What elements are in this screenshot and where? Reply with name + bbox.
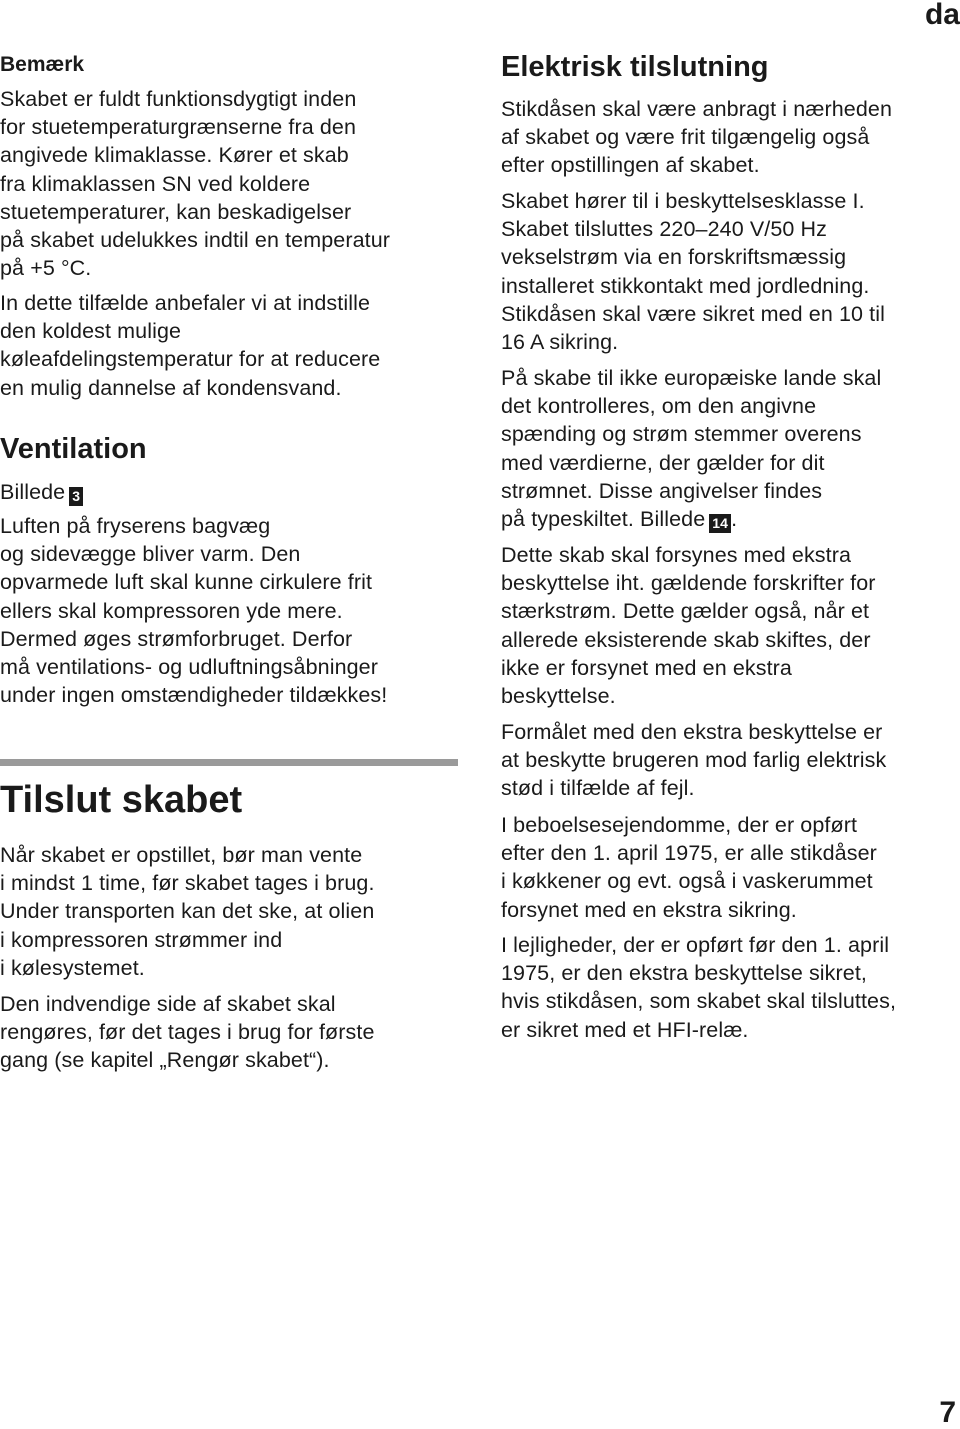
text-line: Dermed øges strømforbruget. Derfor <box>0 626 353 651</box>
text-line: stærkstrøm. Dette gælder også, når et <box>501 599 870 624</box>
text-line: på skabet udelukkes indtil en temperatur <box>0 228 391 253</box>
text-line: ellers skal kompressoren yde mere. <box>0 598 343 623</box>
page-number: 7 <box>939 1396 956 1429</box>
text-line: 1975, er den ekstra beskyttelse sikret, <box>501 961 867 986</box>
ventilation-figure-ref <box>0 478 83 506</box>
ventilation-heading: Ventilation <box>0 433 147 465</box>
text-line: Den indvendige side af skabet skal <box>0 992 336 1016</box>
elektrisk-paragraph-2 <box>501 187 885 356</box>
text-line: Stikdåsen skal være anbragt i nærheden <box>501 97 893 121</box>
elektrisk-paragraph-3 <box>501 364 881 533</box>
text-line: beskyttelse. <box>501 684 616 709</box>
text-line: det kontrolleres, om den angivne <box>501 394 817 419</box>
text-line: In dette tilfælde anbefaler vi at indstille <box>0 291 371 315</box>
text-line: Under transporten kan det ske, at olien <box>0 899 375 924</box>
text-line: en mulig dannelse af kondensvand. <box>0 375 342 400</box>
text-line: installeret stikkontakt med jordledning. <box>501 273 870 298</box>
text-line <box>501 505 881 533</box>
text-line: på +5 °C. <box>0 256 92 281</box>
text-line: i mindst 1 time, før skabet tages i brug. <box>0 871 375 896</box>
elektrisk-paragraph-1 <box>501 95 892 180</box>
text-line: 16 A sikring. <box>501 330 619 355</box>
elektrisk-paragraph-4 <box>501 541 876 710</box>
text-line: i kølesystemet. <box>0 955 145 980</box>
text-line: efter den 1. april 1975, er alle stikdåser <box>501 841 877 866</box>
elektrisk-paragraph-5 <box>501 718 886 803</box>
text-line: er sikret med et HFI-relæ. <box>501 1017 749 1042</box>
text-line: af skabet og være frit tilgængelig også <box>501 125 870 150</box>
text-line: og sidevægge bliver varm. Den <box>0 542 301 567</box>
text-line: Stikdåsen skal være sikret med en 10 til <box>501 301 885 326</box>
text-line: opvarmede luft skal kunne cirkulere frit <box>0 570 373 595</box>
text-line: fra klimaklassen SN ved koldere <box>0 171 311 196</box>
figure-number-badge: 14 <box>709 514 731 533</box>
elektrisk-paragraph-6 <box>501 811 877 924</box>
text-line: med værdierne, der gælder for dit <box>501 450 825 475</box>
figure-label: Billede <box>0 480 66 504</box>
tilslut-paragraph-1 <box>0 841 375 982</box>
text-line: hvis stikdåsen, som skabet skal tilsluttes, <box>501 989 897 1014</box>
text-line: forsynet med en ekstra sikring. <box>501 897 797 922</box>
text-line: Skabet hører til i beskyttelsesklasse I. <box>501 189 865 213</box>
text-line: stød i tilfælde af fejl. <box>501 776 695 801</box>
text-line: I beboelsesejendomme, der er opført <box>501 813 858 837</box>
text-line: angivede klimaklasse. Kører et skab <box>0 143 349 168</box>
text-line: gang (se kapitel „Rengør skabet“). <box>0 1048 330 1073</box>
text-line: den koldest mulige <box>0 319 182 344</box>
text-line: beskyttelse iht. gældende forskrifter for <box>501 571 876 596</box>
text-line: ikke er forsynet med en ekstra <box>501 655 792 680</box>
text-line: under ingen omstændigheder tildækkes! <box>0 683 388 708</box>
text-line: stuetemperaturer, kan beskadigelser <box>0 199 352 224</box>
note-heading: Bemærk <box>0 53 85 76</box>
text-line: I lejligheder, der er opført før den 1. april <box>501 933 890 957</box>
text-line: vekselstrøm via en forskriftsmæssig <box>501 245 847 270</box>
text-line: Luften på fryserens bagvæg <box>0 514 271 538</box>
elektrisk-heading: Elektrisk tilslutning <box>501 51 769 83</box>
text-line: Formålet med den ekstra beskyttelse er <box>501 720 883 744</box>
text-line: På skabe til ikke europæiske lande skal <box>501 366 882 390</box>
text-line: Skabet er fuldt funktionsdygtigt inden <box>0 87 357 111</box>
text-line: i køkkener og evt. også i vaskerummet <box>501 869 873 894</box>
period: . <box>731 507 738 532</box>
text-line: må ventilations- og udluftningsåbninger <box>0 655 378 680</box>
elektrisk-paragraph-7 <box>501 931 896 1044</box>
text-line: allerede eksisterende skab skiftes, der <box>501 627 871 652</box>
text-line: i kompressoren strømmer ind <box>0 927 283 952</box>
text-line: Skabet tilsluttes 220–240 V/50 Hz <box>501 217 827 242</box>
note-paragraph-2 <box>0 289 380 402</box>
figure-number-badge: 3 <box>69 487 83 506</box>
tilslut-paragraph-2 <box>0 990 375 1075</box>
text-line: rengøres, før det tages i brug for første <box>0 1020 375 1045</box>
text-line: Dette skab skal forsynes med ekstra <box>501 543 852 567</box>
text-line: køleafdelingstemperatur for at reducere <box>0 347 381 372</box>
text-line: strømnet. Disse angivelser findes <box>501 478 823 503</box>
ventilation-paragraph <box>0 512 387 709</box>
section-divider <box>0 759 458 766</box>
text-line: at beskytte brugeren mod farlig elektrisk <box>501 748 887 773</box>
tilslut-heading: Tilslut skabet <box>0 779 243 821</box>
language-label: da <box>924 0 960 31</box>
figure-ref-text: på typeskiltet. Billede <box>501 507 706 532</box>
text-line: spænding og strøm stemmer overens <box>501 422 862 447</box>
text-line: Når skabet er opstillet, bør man vente <box>0 843 363 867</box>
text-line: for stuetemperaturgrænserne fra den <box>0 115 357 140</box>
note-paragraph-1 <box>0 85 390 282</box>
text-line: efter opstillingen af skabet. <box>501 153 760 178</box>
